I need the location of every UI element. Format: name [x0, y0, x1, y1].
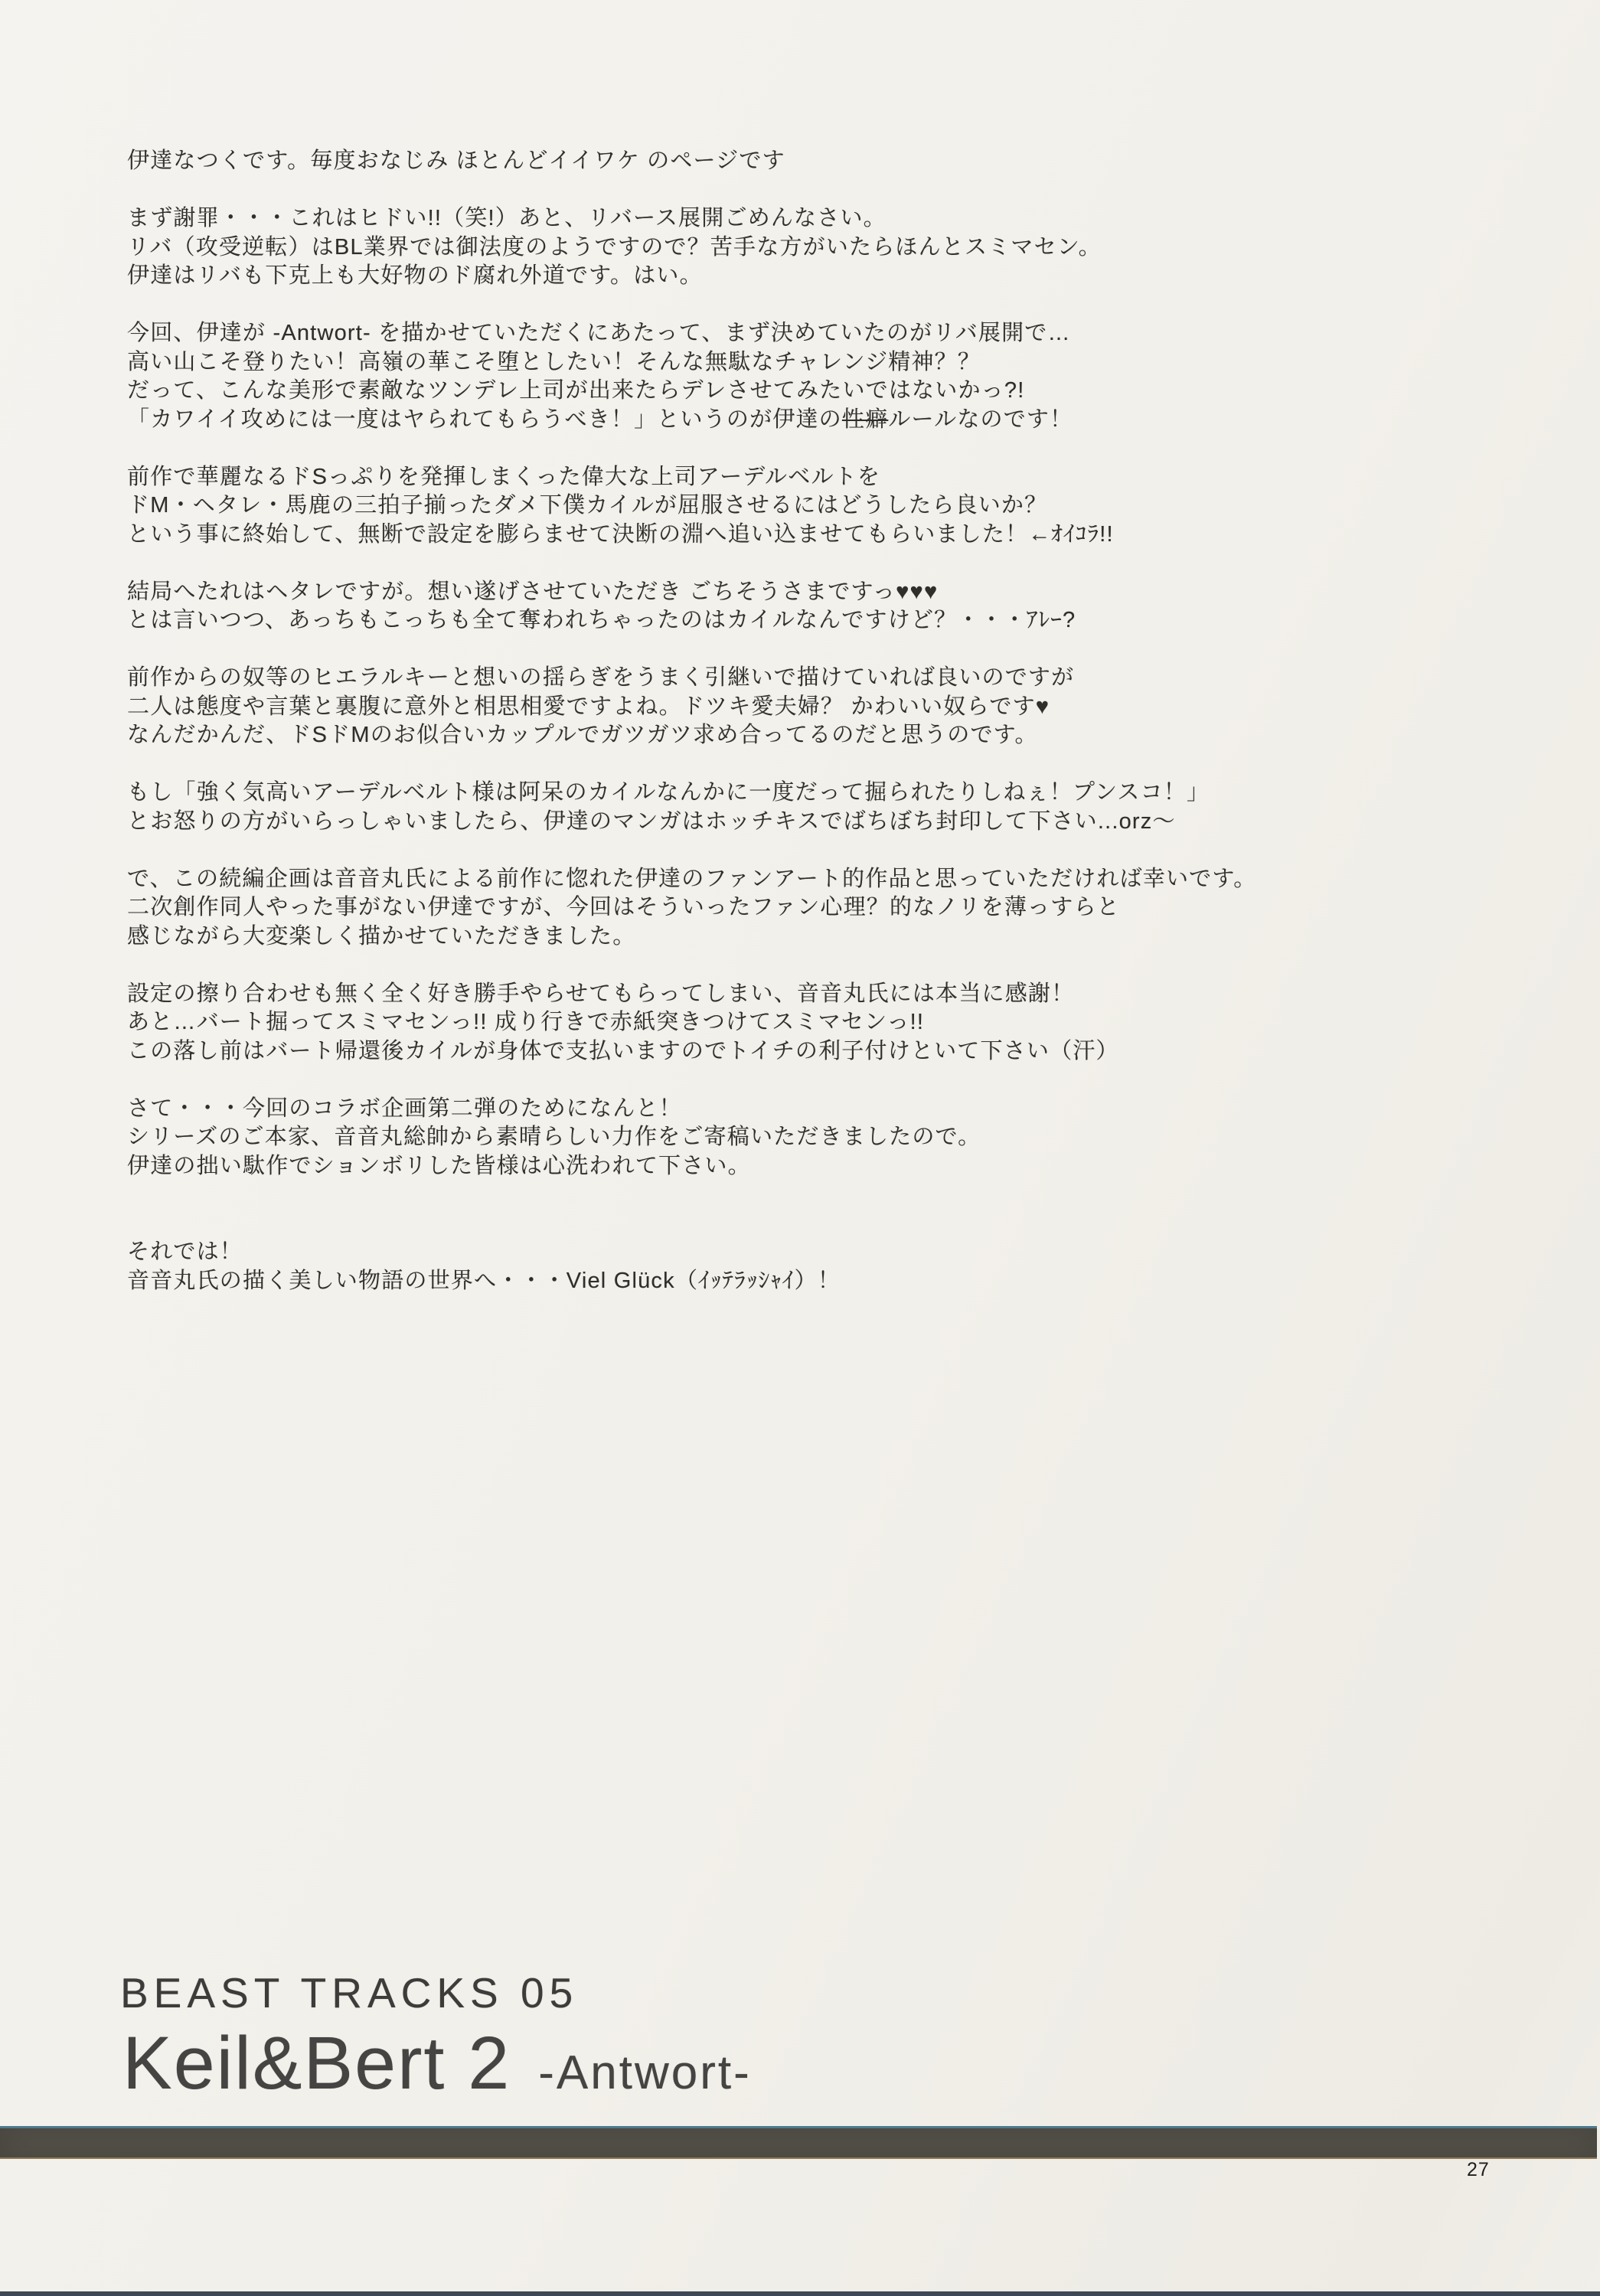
text-line: 二人は態度や言葉と裏腹に意外と相思相愛ですよね。ドツキ愛夫婦？ かわいい奴らです♥ [127, 694, 1050, 719]
text-line: この落し前はバート帰還後カイルが身体で支払いますのでトイチの利子付けといて下さい（汗） [127, 1038, 1119, 1063]
footer-divider-band [0, 2126, 1597, 2159]
afterword-paragraph [127, 865, 1256, 952]
struck-text-segment: 性癖 [841, 407, 889, 432]
afterword-paragraph [127, 463, 1256, 550]
text-line: 感じながら大変楽しく描かせていただきました。 [127, 923, 636, 949]
text-line-with-strikethrough [127, 406, 1256, 435]
afterword-paragraph [127, 204, 1256, 291]
text-line: それでは！ [127, 1239, 243, 1264]
text-line: だって、こんな美形で素敵なツンデレ上司が出来たらデレさせてみたいではないかっ?! [127, 378, 1025, 403]
text-line: 前作で華麗なるドSっぷりを発揮しまくった偉大な上司アーデルベルトを [127, 464, 881, 489]
book-title-row [122, 2021, 752, 2105]
text-line: 結局へたれはヘタレですが。想い遂げさせていただき ごちそうさまですっ♥♥♥ [127, 579, 939, 604]
afterword-paragraph [127, 664, 1256, 750]
afterword-paragraph [127, 980, 1256, 1066]
text-line: 高い山こそ登りたい！高嶺の華こそ堕としたい！そんな無駄なチャレンジ精神？？ [127, 349, 981, 374]
text-line: もし「強く気高いアーデルベルト様は阿呆のカイルなんかに一度だって掘られたりしねぇ！プンスコ！」 [127, 780, 1210, 805]
text-line: ドM・ヘタレ・馬鹿の三拍子揃ったダメ下僕カイルが屈服させるにはどうしたら良いか？ [127, 493, 1048, 518]
afterword-text [127, 147, 1256, 1295]
book-title: Keil&Bert 2 [122, 2021, 511, 2105]
text-line: 伊達の拙い駄作でションボリした皆様は心洗われて下さい。 [127, 1153, 751, 1178]
afterword-closing-paragraph [127, 1238, 1256, 1295]
text-line: とお怒りの方がいらっしゃいましたら、伊達のマンガはホッチキスでばちぼち封印して下さい...orz～ [127, 808, 1176, 834]
afterword-paragraph [127, 147, 1256, 176]
text-line: まず謝罪・・・これはヒドい!!（笑!）あと、リバース展開ごめんなさい。 [127, 206, 887, 230]
book-subtitle: -Antwort- [538, 2046, 752, 2099]
text-line: で、この続編企画は音音丸氏による前作に惚れた伊達のファンアート的作品と思っていただければ幸いです。 [127, 866, 1257, 891]
text-segment: 「カワイイ攻めには一度はヤられてもらうべき！」というのが伊達の [127, 407, 842, 432]
text-line: リバ（攻受逆転）はBL業界では御法度のようですので？苦手な方がいたらほんとスミマセン。 [127, 234, 1102, 260]
page-number: 27 [1467, 2159, 1490, 2180]
afterword-paragraph [127, 779, 1256, 836]
text-line: 伊達はリバも下克上も大好物のド腐れ外道です。はい。 [127, 263, 703, 288]
series-label: BEAST TRACKS 05 [120, 1969, 579, 2017]
afterword-paragraph [127, 319, 1256, 434]
text-line: さて・・・今回のコラボ企画第二弾のためになんと！ [127, 1096, 682, 1121]
text-line: 今回、伊達が -Antwort- を描かせていただくにあたって、まず決めていたのがリバ展開で… [127, 321, 1071, 345]
scan-edge [0, 2291, 1600, 2296]
afterword-paragraph [127, 1095, 1256, 1181]
text-line: 前作からの奴等のヒエラルキーと想いの揺らぎをうまく引継いで描けていれば良いのですが [127, 665, 1075, 690]
text-line: あと…バート掘ってスミマセンっ!! 成り行きで赤紙突きつけてスミマセンっ!! [127, 1010, 925, 1034]
text-segment: ルールなのです！ [888, 407, 1073, 432]
text-line: なんだかんだ、ドSドMのお似合いカップルでガツガツ求め合ってるのだと思うのです。 [127, 723, 1038, 747]
text-line: 伊達なつくです。毎度おなじみ ほとんどイイワケ のページです [127, 149, 785, 173]
text-line: シリーズのご本家、音音丸総帥から素晴らしい力作をご寄稿いただきましたので。 [127, 1125, 981, 1149]
text-line: 音音丸氏の描く美しい物語の世界へ・・・Viel Glück（ｲｯﾃﾗｯｼｬｲ）！ [127, 1268, 841, 1293]
text-line: とは言いつつ、あっちもこっちも全て奪われちゃったのはカイルなんですけど？・・・ｱﾚｰ? [127, 608, 1076, 632]
afterword-paragraph [127, 578, 1256, 635]
text-line: という事に終始して、無断で設定を膨らませて決断の淵へ追い込ませてもらいました！←ｵｲｺﾗ!! [127, 521, 1114, 547]
text-line: 二次創作同人やった事がない伊達ですが、今回はそういったファン心理？的なノリを薄っすらと [127, 895, 1120, 919]
text-line: 設定の擦り合わせも無く全く好き勝手やらせてもらってしまい、音音丸氏には本当に感謝！ [127, 981, 1075, 1006]
